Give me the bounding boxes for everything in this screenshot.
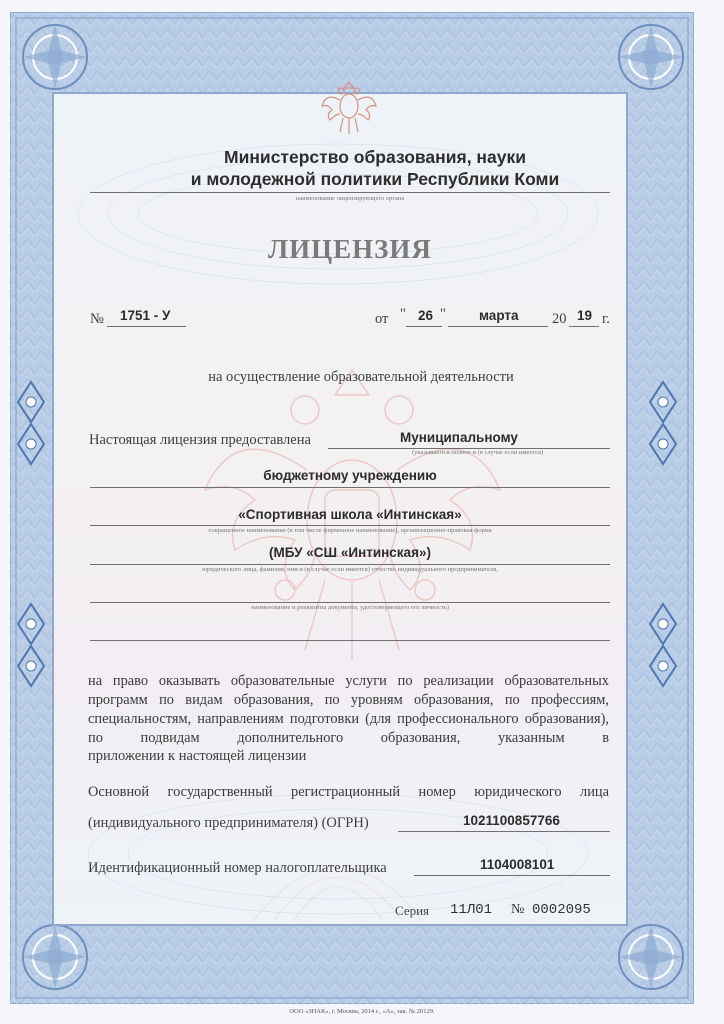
licensee-line5-caption: наименование и реквизиты документа, удостоверяющего его личность) — [251, 604, 449, 611]
ministry-caption: наименование лицензирующего органа — [295, 195, 405, 202]
coat-of-arms-small — [316, 74, 382, 140]
date-day: 26 — [418, 308, 434, 323]
series-value: 11Л01 — [450, 902, 493, 918]
inn-label: Идентификационный номер налогоплательщика — [88, 860, 387, 876]
rights-text-last: приложении к настоящей лицензии — [88, 748, 307, 764]
side-ornament-left-upper — [14, 378, 48, 468]
date-month-underline — [448, 326, 548, 327]
licensee-line1-caption: (указываются полное и (в случае если имеется) — [412, 449, 544, 456]
licensee-line3-underline — [90, 525, 610, 526]
licensee-line4: (МБУ «СШ «Интинская») — [269, 545, 431, 560]
licensee-line5-underline — [90, 602, 610, 603]
licensee-line3: «Спортивная школа «Интинская» — [238, 507, 462, 522]
date-year-unit: г. — [602, 311, 610, 327]
corner-ornament-bottom-left — [14, 916, 96, 998]
ministry-underline — [90, 192, 610, 193]
licensee-line6-underline — [90, 640, 610, 641]
inn-value: 1104008101 — [480, 857, 555, 872]
date-prefix: от — [375, 311, 389, 327]
corner-ornament-bottom-right — [610, 916, 692, 998]
licensee-line2-underline — [90, 487, 610, 488]
licensee-line4-caption: юридического лица, фамилия, имя и (в случае если имеется) отчество индивидуального предпринимателя, — [202, 566, 498, 573]
ministry-name-line1: Министерство образования, науки — [224, 147, 526, 167]
date-year-underline — [569, 326, 599, 327]
licensee-line2: бюджетному учреждению — [263, 468, 437, 483]
licensee-line1: Муниципальному — [400, 430, 518, 445]
activity-text: на осуществление образовательной деятельности — [208, 369, 514, 385]
ogrn-label-line2: (индивидуального предпринимателя) (ОГРН) — [88, 815, 369, 831]
date-open-quote: " — [400, 306, 406, 322]
side-ornament-left-lower — [14, 600, 48, 690]
side-ornament-right-lower — [646, 600, 680, 690]
ogrn-value: 1021100857766 — [463, 813, 560, 828]
license-number: 1751 - У — [120, 308, 171, 323]
series-number-prefix: № — [511, 902, 525, 917]
number-prefix: № — [90, 311, 104, 327]
document-title: ЛИЦЕНЗИЯ — [268, 234, 432, 264]
corner-ornament-top-left — [14, 16, 96, 98]
series-number: 0002095 — [532, 902, 591, 918]
series-label: Серия — [395, 903, 430, 918]
ministry-name-line2: и молодежной политики Республики Коми — [190, 169, 560, 189]
side-ornament-right-upper — [646, 378, 680, 468]
licensee-line4-underline — [90, 564, 610, 565]
licensee-line3-caption: сокращенное наименование (в том числе фирменное наименование), организационно-правовая форма — [208, 527, 492, 534]
ogrn-label-line1: Основной государственный регистрационный номер юридического лица — [88, 784, 609, 800]
date-year-prefix: 20 — [552, 311, 567, 327]
inn-underline — [414, 875, 610, 876]
date-day-underline — [406, 326, 442, 327]
printer-imprint: ООО «ЗНАК», г. Москва, 2014 г., «А», зак. № 20129. — [289, 1008, 435, 1015]
corner-ornament-top-right — [610, 16, 692, 98]
date-close-quote: " — [440, 306, 446, 322]
granted-label: Настоящая лицензия предоставлена — [89, 432, 311, 448]
date-year: 19 — [577, 308, 593, 323]
ogrn-underline — [398, 831, 610, 832]
rights-text: на право оказывать образовательные услуги по реализации образовательных программ по видам образования, по уровням образования, по профессиям, специальностям, направлениям подготовки (для профессионального образования), по подвидам дополнительного образования, указанным в — [88, 673, 609, 746]
number-underline — [107, 326, 186, 327]
date-month: марта — [479, 308, 519, 323]
